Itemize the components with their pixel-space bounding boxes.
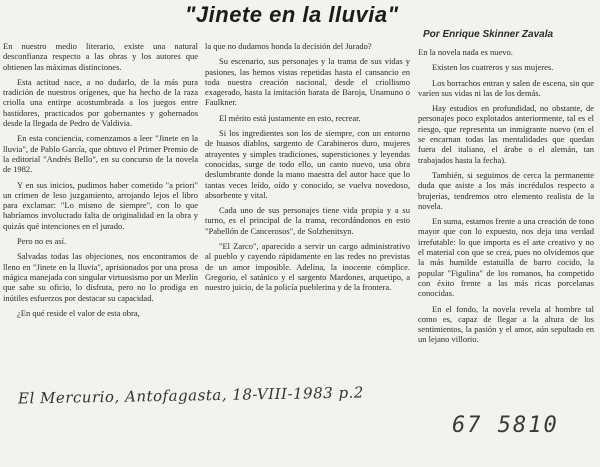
paragraph: Esta actitud nace, a no dudarlo, de la más pura tradición de nuestros orígenes, que ha hecho de la raza criolla una entirpe acostumbrada a los juegos entre bastidores, practicados por gobernantes y gobernados desde la llegada de Pedro de Valdivia.: [3, 76, 198, 129]
article-byline: Por Enrique Skinner Zavala: [423, 29, 554, 40]
article-column-2: [205, 41, 410, 298]
paragraph: Cada uno de sus personajes tiene vida propia y a su turno, es el principal de la trama, recordándonos en esto "Pabellón de Cancerosos", de Solzhenitsyn.: [205, 205, 410, 236]
article-column-3: [418, 47, 594, 350]
paragraph: En la novela nada es nuevo.: [418, 47, 513, 57]
article-title: "Jinete en la lluvia": [185, 2, 399, 27]
paragraph: la que no dudamos honda la decisión del Jurado?: [205, 41, 372, 51]
paragraph: Si los ingredientes son los de siempre, con un entorno de huasos diablos, sargento de Carabineros duro, mujeres atrayentes y simples tradiciones, supersticiones y leyendas conocidas, surge de todo ello, un canto nuevo, una obra deslumbrante donde la mano maestra del autor hace que lo tantas veces leído, oído y conocido, se vuelva novedoso, absorbente y vital.: [205, 128, 410, 200]
paragraph: Los borrachos entran y salen de escena, sin que varíen sus vidas ni las de los demás.: [418, 77, 594, 98]
archive-stamp-number: 67 5810: [452, 413, 559, 438]
paragraph: También, si seguimos de cerca la permanente duda que asiste a los más incrédulos respecto a brujerías, tendremos otro elemento realista de la novela.: [418, 169, 594, 211]
paragraph: En nuestro medio literario, existe una natural desconfianza respecto a las obras y los autores que obtienen las máximas distinciones.: [3, 41, 198, 72]
paragraph: Salvadas todas las objeciones, nos encontramos de lleno en "Jinete en la lluvia", aprisionados por una prosa mágica manejada con singular virtuosismo por un Merlín que sabe su oficio, lo disfruta, pero no lo prodiga en inútiles esfuerzos por destacar su capacidad.: [3, 251, 198, 303]
article-column-1: [3, 41, 198, 323]
paragraph: Hay estudios en profundidad, no obstante, de personajes poco explotados anteriormente, tal es el riesgo, que representa un inmigrante nuevo (en el se encarnan todas las mentalidades que quedan fuera del italiano, el árabe o el alemán, tan trabajados hasta la fecha).: [418, 103, 594, 165]
paragraph: Existen los cuatreros y sus mujeres.: [432, 62, 554, 73]
paragraph: "El Zarco", aparecido a servir un cargo administrativo al pueblo y cayendo rápidamente en las redes no previstas de un amor imposible. Adelina, la inocente cómplice. Gregorio, el satánico y el sargento Mardones, arquetipo, a nuestro juicio, de la policía pueblerina y de la frontera.: [205, 241, 410, 293]
paragraph: Su escenario, sus personajes y la trama de sus vidas y pasiones, las hemos vistas repetidas hasta el cansancio en toda nuestra creación nacional, desde el criollismo exagerado, hasta la imitación barata de Baroja, Unamuno o Faulkner.: [205, 56, 410, 108]
paragraph: Y en sus inicios, pudimos haber cometido "a priori" un crimen de leso juzgamiento, arrojando lejos el libro para exclamar: "Lo mismo de siempre", con lo que habríamos involucrado falta de originalidad en la obra y quizás qué intenciones en el jurado.: [3, 179, 198, 231]
handwritten-source-note: El Mercurio, Antofagasta, 18-VIII-1983 p.2: [17, 383, 365, 408]
paragraph: ¿En qué reside el valor de esta obra,: [17, 307, 140, 318]
paragraph: En el fondo, la novela revela al hombre tal como es, capaz de llegar a la altura de los sentimientos, la pasión y el amor, aún sepultado en un lejano villorio.: [418, 303, 594, 345]
paragraph: En suma, estamos frente a una creación de tono mayor que con lo expuesto, nos deja una verdad irrefutable: lo que importa es el arte creativo y no el material con que se crea, pues no olvidemos que la más humilde estatuilla de barro cocido, la popular "Figulina" de los romanos, ha competido con éxito frente a las más ricas porcelanas conocidas.: [418, 216, 594, 299]
paragraph: Pero no es así.: [17, 236, 67, 247]
paragraph: El mérito está justamente en esto, recrear.: [219, 112, 361, 123]
paragraph: En esta conciencia, comenzamos a leer "Jinete en la lluvia", de Pablo García, que obtuvo el Primer Premio de la editorial "Andrés Bello", en su concurso de la novela de 1982.: [3, 133, 198, 175]
